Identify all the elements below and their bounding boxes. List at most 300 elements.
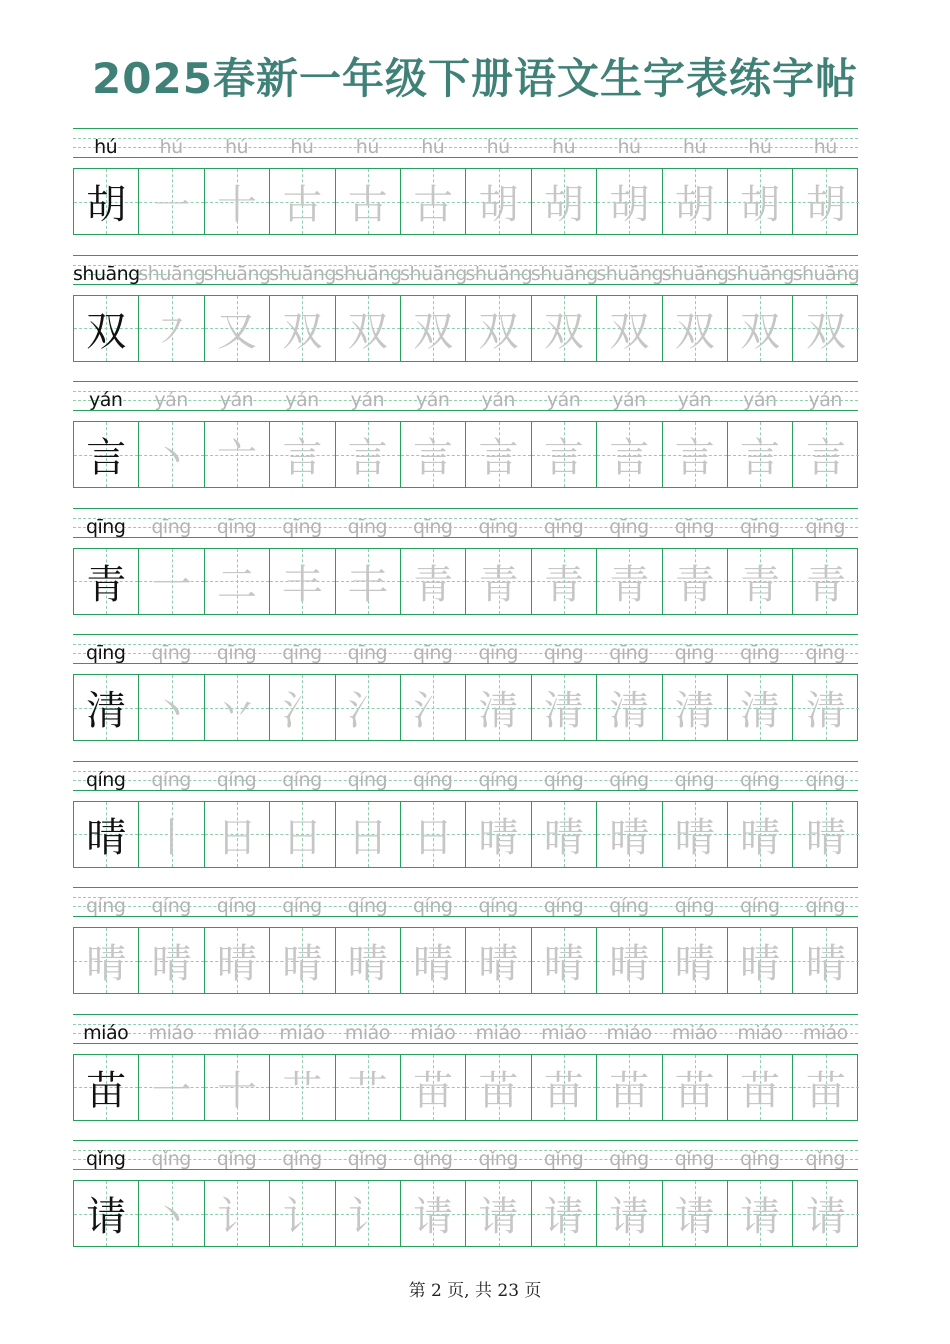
tracing-cell	[663, 802, 728, 867]
pinyin-trace: qīng	[740, 515, 780, 538]
pinyin-trace: qīng	[674, 515, 715, 538]
pinyin-trace: qīng	[216, 642, 257, 664]
model-character-cell	[74, 422, 139, 487]
pinyin-trace: qīng	[413, 515, 453, 538]
tracing-cell	[139, 549, 204, 614]
trace-character: 晴	[347, 941, 388, 987]
pinyin-trace: qǐng	[674, 1148, 715, 1170]
pinyin-trace: shuāng	[792, 262, 860, 285]
character-grid	[73, 674, 858, 741]
tracing-cell	[336, 549, 401, 614]
tracing-cell	[205, 1181, 270, 1246]
pinyin-trace: hú	[421, 136, 445, 158]
trace-character: 青	[805, 561, 846, 608]
tracing-cell	[466, 422, 531, 487]
tracing-cell	[597, 675, 662, 740]
tracing-cell	[139, 802, 204, 867]
trace-character: 言	[478, 435, 519, 481]
trace-character: 晴	[674, 941, 715, 987]
trace-character: 讠	[216, 1194, 257, 1240]
tracing-cell	[336, 928, 401, 993]
trace-character: 古	[413, 182, 454, 228]
pinyin-trace: yán	[350, 389, 385, 411]
tracing-cell	[597, 928, 662, 993]
tracing-cell	[793, 928, 858, 993]
pinyin-trace: qíng	[609, 768, 649, 791]
pinyin-trace: qíng	[413, 895, 453, 917]
trace-character: 青	[543, 561, 584, 608]
pinyin-trace: qíng	[674, 895, 715, 917]
trace-character: 十	[216, 182, 257, 228]
tracing-cell	[270, 169, 335, 234]
page-title: 2025春新一年级下册语文生字表练字帖	[92, 54, 858, 103]
trace-character: 双	[347, 308, 388, 355]
tracing-cell	[139, 1055, 204, 1120]
pinyin-trace: qíng	[347, 768, 388, 791]
tracing-cell	[532, 422, 597, 487]
trace-character: 清	[674, 688, 715, 734]
tracing-cell	[793, 296, 858, 361]
tracing-cell	[532, 802, 597, 867]
tracing-cell	[466, 549, 531, 614]
model-character-cell	[74, 675, 139, 740]
trace-character: 晴	[216, 941, 257, 987]
pinyin-trace: qǐng	[347, 1148, 388, 1170]
trace-character: 请	[543, 1194, 584, 1240]
character-grid	[73, 927, 858, 994]
trace-character: 讠	[347, 1194, 388, 1240]
pinyin-label: miáo	[83, 1021, 129, 1044]
pinyin-trace: hú	[486, 136, 510, 158]
pinyin-label: qīng	[85, 515, 126, 538]
tracing-cell	[663, 296, 728, 361]
pinyin-trace: yán	[285, 389, 319, 411]
practice-row	[73, 255, 858, 375]
trace-character: 言	[413, 435, 454, 481]
pinyin-trace: qíng	[674, 768, 715, 791]
pinyin-trace: qíng	[543, 895, 584, 917]
pinyin-trace: qīng	[674, 642, 715, 664]
tracing-cell	[401, 928, 466, 993]
tracing-cell	[139, 169, 204, 234]
pinyin-trace: miáo	[671, 1021, 717, 1044]
tracing-cell	[205, 296, 270, 361]
tracing-cell	[336, 1055, 401, 1120]
practice-row	[73, 1014, 858, 1134]
pinyin-trace: qīng	[543, 642, 584, 664]
trace-character: 丰	[282, 561, 323, 608]
trace-character: 请	[805, 1194, 846, 1240]
practice-row	[73, 1140, 858, 1260]
tracing-cell	[793, 675, 858, 740]
pinyin-trace: yán	[546, 389, 581, 411]
model-character-cell	[74, 296, 139, 361]
tracing-cell	[401, 296, 466, 361]
tracing-cell	[139, 296, 204, 361]
pinyin-trace: qǐng	[805, 1148, 845, 1170]
pinyin-trace: hú	[224, 136, 249, 158]
tracing-cell	[663, 1181, 728, 1246]
trace-character: 双	[609, 308, 650, 355]
model-character: 言	[86, 435, 127, 481]
pinyin-trace: qǐng	[413, 1148, 453, 1170]
model-character-cell	[74, 1181, 139, 1246]
trace-character: ㇐	[151, 182, 192, 228]
trace-character: 言	[805, 435, 846, 481]
pinyin-trace: shuāng	[661, 262, 729, 285]
trace-character: 言	[347, 435, 388, 481]
pinyin-trace: hú	[682, 136, 706, 158]
tracing-cell	[663, 1055, 728, 1120]
tracing-cell	[139, 422, 204, 487]
tracing-cell	[532, 549, 597, 614]
tracing-cell	[139, 675, 204, 740]
pinyin-trace: qǐng	[216, 1148, 257, 1170]
tracing-cell	[466, 296, 531, 361]
trace-character: 古	[347, 182, 388, 228]
trace-character: 丶	[151, 1194, 192, 1240]
model-character: 请	[86, 1194, 127, 1240]
trace-character: 晴	[805, 814, 846, 861]
trace-character: 言	[282, 435, 323, 481]
tracing-cell	[793, 549, 858, 614]
trace-character: 青	[413, 561, 454, 608]
pinyin-label: qīng	[85, 642, 126, 664]
trace-character: 氵	[347, 688, 388, 734]
pinyin-trace: miáo	[541, 1021, 587, 1044]
tracing-cell	[336, 675, 401, 740]
trace-character: 苗	[478, 1067, 519, 1114]
tracing-cell	[532, 675, 597, 740]
trace-character: 晴	[674, 814, 715, 861]
trace-character: 丶	[151, 435, 192, 481]
pinyin-trace: qīng	[282, 642, 322, 664]
tracing-cell	[466, 802, 531, 867]
trace-character: 日	[216, 814, 257, 861]
tracing-cell	[728, 1055, 793, 1120]
tracing-cell	[597, 169, 662, 234]
pinyin-label: yán	[88, 389, 123, 411]
trace-character: 清	[805, 688, 846, 734]
trace-character: 晴	[282, 941, 323, 987]
tracing-cell	[466, 675, 531, 740]
tracing-cell	[205, 802, 270, 867]
pinyin-trace: qīng	[805, 515, 845, 538]
trace-character: 氵	[413, 688, 454, 734]
model-character-cell	[74, 928, 139, 993]
pinyin-trace: shuāng	[334, 262, 402, 285]
pinyin-trace: miáo	[213, 1021, 260, 1044]
pinyin-trace: hú	[290, 136, 314, 158]
trace-character: 双	[413, 308, 454, 355]
tracing-cell	[270, 802, 335, 867]
pinyin-trace: miáo	[148, 1021, 194, 1044]
trace-character: 二	[216, 561, 257, 608]
pinyin-trace: yán	[743, 389, 777, 411]
model-character: 晴	[86, 941, 127, 987]
character-grid	[73, 1054, 858, 1121]
pinyin-band	[73, 761, 858, 791]
trace-character: 胡	[740, 182, 781, 228]
trace-character: 胡	[478, 182, 519, 228]
pinyin-trace: qíng	[609, 895, 649, 917]
pinyin-trace: qīng	[609, 515, 649, 538]
trace-character: 晴	[543, 814, 584, 861]
trace-character: 晴	[805, 941, 846, 987]
trace-character: 双	[740, 308, 781, 355]
trace-character: 丰	[347, 561, 388, 608]
model-character: 苗	[86, 1067, 127, 1114]
trace-character: 言	[543, 435, 584, 481]
tracing-cell	[793, 1181, 858, 1246]
trace-character: 又	[216, 308, 257, 355]
trace-character: 青	[609, 561, 650, 608]
tracing-cell	[532, 296, 597, 361]
pinyin-trace: qǐng	[740, 1148, 780, 1170]
pinyin-trace: qǐng	[478, 1148, 518, 1170]
pinyin-trace: qíng	[478, 895, 518, 917]
tracing-cell	[466, 169, 531, 234]
pinyin-trace: qīng	[282, 515, 322, 538]
tracing-cell	[793, 169, 858, 234]
tracing-cell	[793, 422, 858, 487]
pinyin-band	[73, 1140, 858, 1170]
pinyin-trace: qǐng	[609, 1148, 649, 1170]
tracing-cell	[728, 1181, 793, 1246]
trace-character: 晴	[478, 814, 519, 861]
pinyin-trace: shuāng	[138, 262, 206, 285]
pinyin-trace: hú	[748, 136, 772, 158]
tracing-cell	[401, 675, 466, 740]
pinyin-trace: qíng	[216, 768, 257, 791]
trace-character: ㇇	[151, 308, 192, 355]
tracing-cell	[270, 296, 335, 361]
trace-character: 苗	[413, 1067, 454, 1114]
pinyin-trace: qīng	[151, 515, 191, 538]
pinyin-trace: miáo	[475, 1021, 521, 1044]
pinyin-trace: miáo	[606, 1021, 652, 1044]
trace-character: 胡	[805, 182, 846, 228]
trace-character: 一	[151, 1067, 192, 1114]
tracing-cell	[336, 802, 401, 867]
tracing-cell	[270, 549, 335, 614]
trace-character: 氵	[282, 688, 323, 734]
tracing-cell	[793, 802, 858, 867]
trace-character: 言	[740, 435, 781, 481]
trace-character: 清	[740, 688, 781, 734]
trace-character: 晴	[543, 941, 584, 987]
pinyin-trace: qíng	[282, 768, 322, 791]
model-character-cell	[74, 549, 139, 614]
tracing-cell	[270, 928, 335, 993]
tracing-cell	[597, 802, 662, 867]
trace-character: 古	[282, 182, 323, 228]
trace-character: 苗	[740, 1067, 781, 1114]
pinyin-trace: miáo	[344, 1021, 390, 1044]
pinyin-trace: qíng	[151, 768, 191, 791]
trace-character: 丨	[151, 814, 192, 861]
practice-row	[73, 508, 858, 628]
trace-character: 丷	[216, 688, 257, 734]
tracing-cell	[270, 422, 335, 487]
tracing-cell	[205, 928, 270, 993]
trace-character: 日	[282, 814, 323, 861]
trace-character: 晴	[151, 941, 192, 987]
trace-character: 请	[674, 1194, 715, 1240]
pinyin-label: qǐng	[85, 1148, 126, 1170]
pinyin-band	[73, 887, 858, 917]
tracing-cell	[336, 296, 401, 361]
pinyin-band	[73, 1014, 858, 1044]
pinyin-label: qíng	[85, 895, 126, 917]
model-character: 胡	[86, 182, 127, 228]
tracing-cell	[205, 675, 270, 740]
pinyin-trace: miáo	[802, 1021, 848, 1044]
pinyin-trace: qǐng	[151, 1148, 191, 1170]
tracing-cell	[532, 928, 597, 993]
pinyin-trace: hú	[813, 136, 837, 158]
tracing-cell	[728, 928, 793, 993]
tracing-cell	[205, 549, 270, 614]
tracing-cell	[336, 422, 401, 487]
trace-character: 胡	[543, 182, 584, 228]
tracing-cell	[466, 928, 531, 993]
pinyin-trace: qǐng	[282, 1148, 322, 1170]
page-footer: 第 2 页, 共 23 页	[408, 1281, 542, 1301]
tracing-cell	[728, 169, 793, 234]
tracing-cell	[532, 1055, 597, 1120]
trace-character: 丶	[151, 688, 192, 734]
trace-character: 艹	[347, 1067, 388, 1114]
practice-row	[73, 128, 858, 248]
trace-character: 日	[347, 814, 388, 861]
character-grid	[73, 168, 858, 235]
tracing-cell	[205, 169, 270, 234]
tracing-cell	[597, 422, 662, 487]
trace-character: 言	[674, 435, 715, 481]
trace-character: 双	[478, 308, 519, 355]
tracing-cell	[728, 422, 793, 487]
model-character: 青	[86, 561, 127, 608]
model-character-cell	[74, 1055, 139, 1120]
tracing-cell	[401, 1055, 466, 1120]
pinyin-trace: yán	[154, 389, 188, 411]
trace-character: 双	[282, 308, 323, 355]
trace-character: 晴	[413, 941, 454, 987]
tracing-cell	[466, 1055, 531, 1120]
trace-character: 青	[740, 561, 781, 608]
tracing-cell	[336, 169, 401, 234]
trace-character: 双	[543, 308, 584, 355]
trace-character: 晴	[609, 814, 650, 861]
pinyin-band	[73, 255, 858, 285]
pinyin-trace: miáo	[737, 1021, 783, 1044]
trace-character: 晴	[609, 941, 650, 987]
tracing-cell	[270, 1181, 335, 1246]
pinyin-trace: hú	[552, 136, 576, 158]
tracing-cell	[401, 1181, 466, 1246]
pinyin-band	[73, 128, 858, 158]
trace-character: 苗	[543, 1067, 584, 1114]
pinyin-trace: qíng	[805, 768, 845, 791]
pinyin-trace: qíng	[413, 768, 453, 791]
pinyin-band	[73, 634, 858, 664]
tracing-cell	[663, 422, 728, 487]
pinyin-trace: hú	[355, 136, 379, 158]
pinyin-trace: qīng	[609, 642, 649, 664]
pinyin-trace: yán	[481, 389, 515, 411]
tracing-cell	[663, 928, 728, 993]
practice-row	[73, 634, 858, 754]
trace-character: 青	[674, 561, 715, 608]
pinyin-trace: yán	[416, 389, 450, 411]
trace-character: 清	[478, 688, 519, 734]
pinyin-trace: shuāng	[465, 262, 533, 285]
tracing-cell	[270, 675, 335, 740]
pinyin-label: shuāng	[73, 262, 140, 285]
pinyin-trace: qíng	[347, 895, 388, 917]
tracing-cell	[401, 549, 466, 614]
tracing-cell	[401, 169, 466, 234]
tracing-cell	[139, 928, 204, 993]
practice-row	[73, 887, 858, 1007]
trace-character: 艹	[282, 1067, 323, 1114]
trace-character: 青	[478, 561, 519, 608]
pinyin-trace: qíng	[740, 895, 780, 917]
model-character: 清	[86, 688, 127, 734]
tracing-cell	[270, 1055, 335, 1120]
model-character: 双	[86, 308, 127, 355]
tracing-cell	[401, 802, 466, 867]
tracing-cell	[205, 1055, 270, 1120]
trace-character: 胡	[609, 182, 650, 228]
pinyin-trace: qīng	[740, 642, 780, 664]
pinyin-band	[73, 508, 858, 538]
tracing-cell	[532, 169, 597, 234]
tracing-cell	[728, 675, 793, 740]
pinyin-trace: qīng	[216, 515, 257, 538]
pinyin-trace: qīng	[478, 515, 518, 538]
trace-character: 请	[740, 1194, 781, 1240]
pinyin-trace: qīng	[543, 515, 584, 538]
tracing-cell	[336, 1181, 401, 1246]
pinyin-trace: miáo	[279, 1021, 325, 1044]
tracing-cell	[466, 1181, 531, 1246]
character-grid	[73, 548, 858, 615]
trace-character: 晴	[478, 941, 519, 987]
tracing-cell	[205, 422, 270, 487]
tracing-cell	[597, 296, 662, 361]
pinyin-trace: qíng	[282, 895, 322, 917]
trace-character: 胡	[674, 182, 715, 228]
pinyin-trace: yán	[612, 389, 646, 411]
trace-character: 请	[413, 1194, 454, 1240]
pinyin-trace: qīng	[347, 642, 388, 664]
trace-character: 讠	[282, 1194, 323, 1240]
trace-character: 亠	[216, 435, 257, 481]
tracing-cell	[597, 1181, 662, 1246]
pinyin-trace: shuāng	[203, 262, 271, 285]
pinyin-trace: qīng	[805, 642, 845, 664]
pinyin-trace: miáo	[410, 1021, 456, 1044]
trace-character: 苗	[674, 1067, 715, 1114]
pinyin-trace: shuāng	[530, 262, 598, 285]
pinyin-trace: qīng	[347, 515, 388, 538]
character-grid	[73, 801, 858, 868]
model-character: 晴	[86, 814, 127, 861]
tracing-cell	[597, 549, 662, 614]
tracing-cell	[663, 169, 728, 234]
